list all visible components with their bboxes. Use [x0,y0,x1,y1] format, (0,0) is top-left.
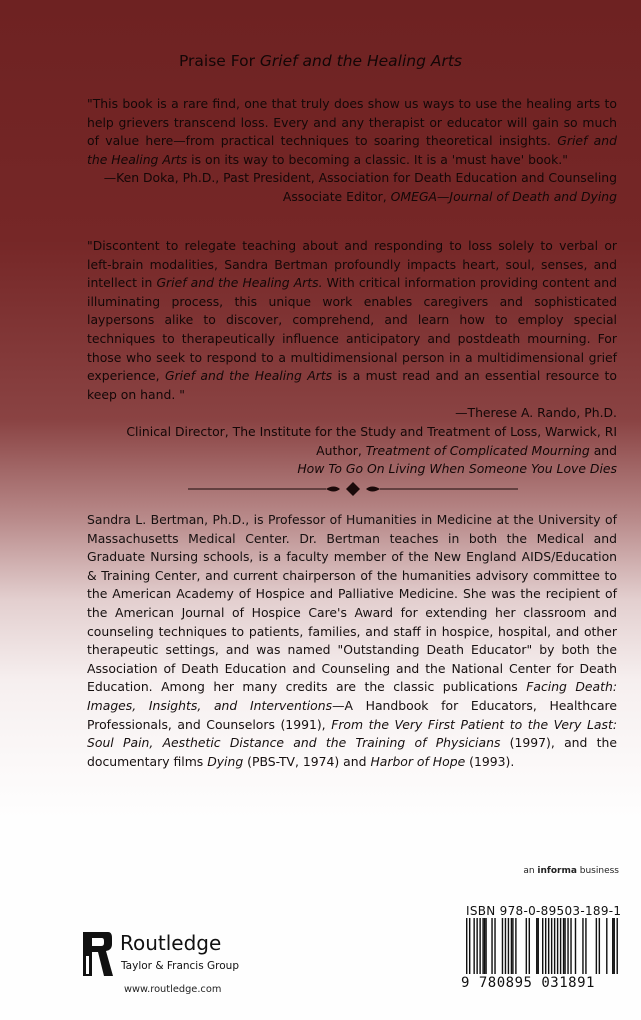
divider-leaf-left [326,487,340,492]
barcode-bar [570,918,571,974]
bio-film-1: Dying [207,753,244,769]
barcode-bar [548,918,549,974]
quote-rando-author-prefix: Author, [316,442,366,458]
barcode-bar [585,918,586,974]
bio-book-2: From the Very First Patient to the Very Last: Soul Pain, Aesthetic Distance and the Training of Physicians [87,716,617,751]
barcode-bar [494,918,495,974]
barcode-bar [545,918,546,974]
barcode-bar [476,918,477,974]
quote-rando-part2: With critical information providing content and illuminating process, this unique work enables caregivers and sophisticated laypersons alike to discover, comprehend, and learn how to employ special techniques to therapeutically influence anticipatory and postdeath mourning. For those who seek to respond to a multidimensional person in a multidimensional grief experience, [87,275,617,384]
bio-text-5: (1993). [465,753,515,769]
barcode-bar [491,918,492,974]
barcode-bar [551,918,552,974]
barcode-bar [582,918,583,974]
ornament-divider [188,481,518,497]
divider-diamond [346,482,360,496]
quote-doka-book: Grief and the Healing Arts [87,133,617,167]
publisher-name: Routledge [120,931,222,955]
quote-rando-books-line1 [87,442,617,461]
barcode-bar [617,918,618,974]
barcode-bar [505,918,506,974]
barcode-bar [536,918,537,974]
informa-prefix: an [523,866,538,876]
quote-rando [87,237,617,479]
divider-leaf-right [366,487,380,492]
barcode-bar [599,918,600,974]
barcode-digits: 9 780895 031891 [461,975,595,991]
barcode-bar [560,918,561,974]
quote-doka-journal: OMEGA—Journal of Death and Dying [390,188,617,204]
bio-text-4: (PBS-TV, 1974) and [243,753,371,769]
isbn-label: ISBN 978-0-89503-189-1 [466,904,622,918]
quote-rando-text [87,237,617,404]
informa-tagline [523,866,619,876]
barcode-bar [485,918,486,974]
quote-rando-author: —Therese A. Rando, Ph.D. [455,405,617,421]
quote-rando-books-line2 [87,460,617,479]
quote-doka-role-prefix: Associate Editor, [282,188,391,204]
quote-rando-book-title2: How To Go On Living When Someone You Love Dies [297,461,617,477]
praise-heading-book: Grief and the Healing Arts [259,52,463,70]
barcode-bar [529,918,530,974]
barcode-bar [484,918,485,974]
author-bio [87,511,617,771]
informa-suffix: business [576,866,619,876]
publisher-url: www.routledge.com [124,984,222,995]
publisher-group: Taylor & Francis Group [121,960,239,972]
barcode-bar [515,918,516,974]
quote-doka-part: "This book is a rare find, one that truly does show us ways to use the healing arts to help grievers transcend loss. Every and any therapist or educator will gain so much of value here—from practical techniques to soaring theoretical insights. [87,96,617,149]
barcode-bar [538,918,539,974]
barcode-bar [596,918,597,974]
quote-doka-text [87,95,617,169]
barcode-bar [482,918,483,974]
praise-heading [0,52,641,70]
barcode-bar [542,918,543,974]
barcode-bar [508,918,509,974]
barcode-bar [502,918,503,974]
barcode-bar [511,918,512,974]
barcode-bar [554,918,555,974]
praise-heading-prefix: Praise For [178,52,260,70]
bio-text-1: is Professor of Humanities in Medicine at the University of Massachusetts Medical Center. Dr. Bertman teaches in both the Medical and Graduate Nursing schools, is a faculty member of the New England AIDS/Education & Training Center, and current chairperson of the humanities advisory committee to the American Academy of Hospice and Palliative Medicine. She was the recipient of the American Journal of Hospice Care's Award for extending her classroom and counseling techniques to patients, families, and staff in hospice, hospital, and other therapeutic settings, and was named "Outstanding Death Educator" by both the Association of Death Education and Counseling and the National Center for Death Education. Among her many credits are the classic publications [87,512,618,695]
bio-text-3: (1997), and the documentary films [87,735,617,769]
bio-name: Sandra L. Bertman, Ph.D., [87,512,250,527]
barcode-bar [469,918,470,974]
quote-rando-book-title1: Treatment of Complicated Mourning [365,442,590,458]
bio-book-1: Facing Death: Images, Insights, and Interventions [87,679,617,713]
quote-rando-and: and [589,442,617,458]
bio-film-2: Harbor of Hope [370,753,466,769]
quote-rando-part1: "Discontent to relegate teaching about and responding to loss solely to verbal or left-brain modalities, Sandra Bertman profoundly impacts heart, soul, senses, and intellect in [87,238,617,291]
routledge-logo-icon [80,930,114,978]
barcode-bar [564,918,565,974]
barcode-bar [612,918,613,974]
barcode-bar [563,918,564,974]
quote-doka-role [87,188,617,207]
barcode-bar [614,918,615,974]
informa-bold: informa [537,866,577,876]
quote-doka-author: —Ken Doka, Ph.D., Past President, Association for Death Education and Counseling [103,170,617,186]
barcode-bar [473,918,474,974]
barcode-bar [512,918,513,974]
barcode [466,918,618,974]
barcode-bar [466,918,467,974]
barcode-bar [557,918,558,974]
quote-doka [87,95,617,207]
quote-rando-end: is a must read and an essential resource to keep on hand. " [87,368,617,402]
quote-doka-end: is on its way to becoming a classic. It is a 'must have' book." [187,151,568,167]
barcode-bar [526,918,527,974]
barcode-bar [606,918,607,974]
bio-text-2: —A Handbook for Educators, Healthcare Professionals, and Counselors (1991), [87,697,617,732]
barcode-bar [575,918,576,974]
quote-rando-book1: Grief and the Healing Arts. [156,275,323,291]
quote-rando-role: Clinical Director, The Institute for the Study and Treatment of Loss, Warwick, RI [126,423,617,439]
quote-rando-book2: Grief and the Healing Arts [164,368,333,384]
barcode-bar [567,918,568,974]
barcode-bar [479,918,480,974]
